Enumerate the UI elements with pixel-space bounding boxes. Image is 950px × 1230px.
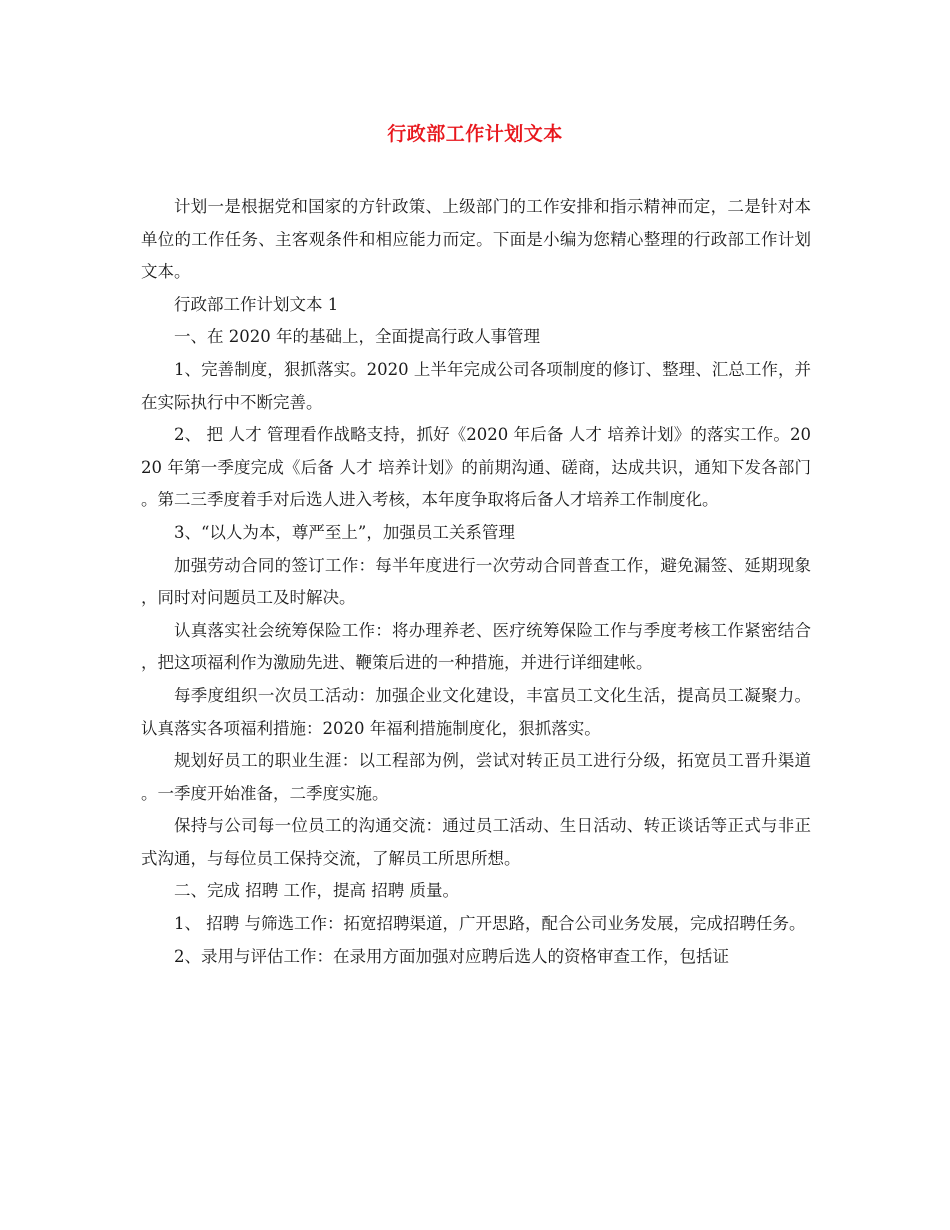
intro-paragraph: 计划一是根据党和国家的方针政策、上级部门的工作安排和指示精神而定，二是针对本单位的工作任务、主客观条件和相应能力而定。下面是小编为您精心整理的行政部工作计划文本。 [141,197,811,282]
section-heading-plan-1: 行政部工作计划文本 1 [174,294,339,314]
document-title: 行政部工作计划文本 [387,123,563,145]
paragraph-item-1: 1、完善制度，狠抓落实。2020 上半年完成公司各项制度的修订、整理、汇总工作，并在实际执行中不断完善。 [141,359,811,412]
paragraph-labor-contract: 加强劳动合同的签订工作：每半年度进行一次劳动合同普查工作，避免漏签、延期现象，同时对问题员工及时解决。 [141,555,811,608]
paragraph-career-planning: 规划好员工的职业生涯：以工程部为例，尝试对转正员工进行分级，拓宽员工晋升渠道。一季度开始准备，二季度实施。 [141,751,811,803]
paragraph-recruitment: 1、 招聘 与筛选工作：拓宽招聘渠道，广开思路，配合公司业务发展，完成招聘任务。 [174,914,806,934]
heading-part-two: 二、完成 招聘 工作，提高 招聘 质量。 [174,881,459,901]
paragraph-social-insurance: 认真落实社会统筹保险工作：将办理养老、医疗统筹保险工作与季度考核工作紧密结合，把这项福利作为激励先进、鞭策后进的一种措施，并进行详细建帐。 [141,620,811,673]
document-body [141,191,811,973]
paragraph-hiring-evaluation: 2、录用与评估工作：在录用方面加强对应聘后选人的资格审查工作，包括证 [174,946,729,966]
paragraph-item-2: 2、 把 人才 管理看作战略支持，抓好《2020 年后备 人才 培养计划》的落实工作。2020 年第一季度完成《后备 人才 培养计划》的前期沟通、磋商，达成共识，通知下发各部门。第二三季度着手对后选人进入考核，本年度争取将后备人才培养工作制度化。 [141,425,811,510]
paragraph-employee-activities: 每季度组织一次员工活动：加强企业文化建设，丰富员工文化生活，提高员工凝聚力。 认真落实各项福利措施：2020 年福利措施制度化，狠抓落实。 [141,685,811,738]
paragraph-item-3: 3、“以人为本，尊严至上”，加强员工关系管理 [174,522,515,542]
paragraph-communication: 保持与公司每一位员工的沟通交流：通过员工活动、生日活动、转正谈话等正式与非正式沟通，与每位员工保持交流，了解员工所思所想。 [141,816,811,868]
heading-part-one: 一、在 2020 年的基础上，全面提高行政人事管理 [174,327,540,347]
